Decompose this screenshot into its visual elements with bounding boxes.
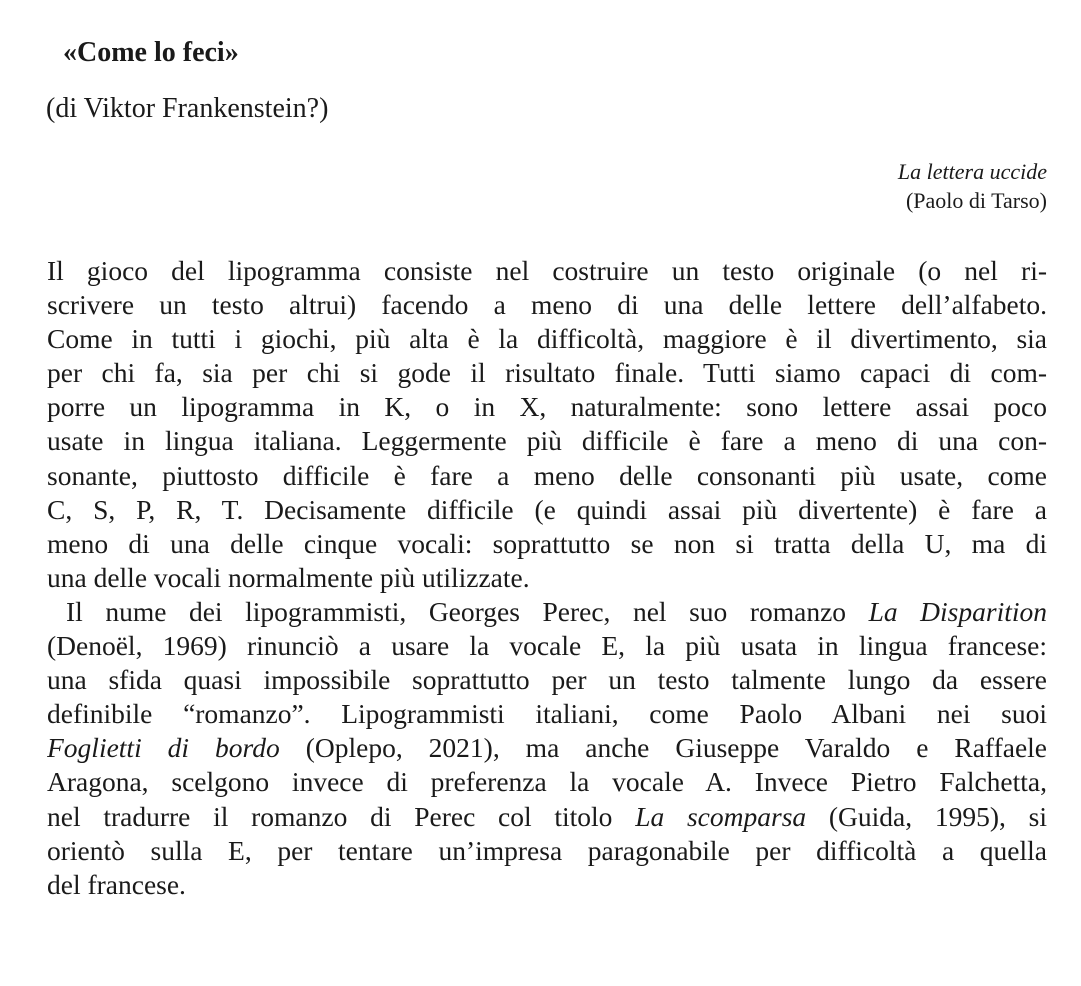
text-line (47, 288, 1047, 322)
paragraph (47, 595, 1047, 902)
text-segment: (Denoël, 1969) rinunciò a usare la vocale E, la più usata in lingua francese: (47, 630, 1047, 662)
paragraph (47, 254, 1047, 595)
italic-title: La scomparsa (635, 800, 807, 832)
text-segment: una delle vocali normalmente più utilizzate. (47, 561, 530, 593)
epigraph (898, 157, 1047, 215)
text-segment: per chi fa, sia per chi si gode il risultato finale. Tutti siamo capaci di com- (47, 357, 1047, 389)
text-segment: orientò sulla E, per tentare un’impresa paragonabile per difficoltà a quella (47, 834, 1047, 866)
text-segment: definibile “romanzo”. Lipogrammisti italiani, come Paolo Albani nei suoi (47, 698, 1047, 730)
epigraph-quote: La lettera uccide (897, 159, 1047, 184)
text-line (47, 868, 1047, 902)
text-line (47, 561, 1047, 595)
text-line (47, 731, 1047, 765)
text-line (47, 697, 1047, 731)
text-segment: meno di una delle cinque vocali: soprattutto se non si tratta della U, ma di (47, 527, 1047, 559)
text-line (47, 356, 1047, 390)
text-segment: sonante, piuttosto difficile è fare a meno delle consonanti più usate, come (47, 459, 1047, 491)
text-line (47, 629, 1047, 663)
text-line (47, 663, 1047, 697)
body-text (47, 254, 1047, 902)
text-segment: porre un lipogramma in K, o in X, naturalmente: sono lettere assai poco (47, 391, 1047, 423)
text-segment: C, S, P, R, T. Decisamente difficile (e quindi assai più divertente) è fare a (47, 493, 1047, 525)
text-segment: Il nume dei lipogrammisti, Georges Perec, nel suo romanzo (66, 595, 869, 627)
text-line (47, 800, 1047, 834)
text-line (47, 493, 1047, 527)
italic-title: Foglietti di bordo (47, 732, 280, 764)
text-segment: scrivere un testo altrui) facendo a meno di una delle lettere dell’alfabeto. (47, 289, 1047, 321)
text-line (47, 459, 1047, 493)
epigraph-source: (Paolo di Tarso) (905, 188, 1047, 213)
text-segment: una sfida quasi impossibile soprattutto per un testo talmente lungo da essere (47, 664, 1047, 696)
text-line (47, 765, 1047, 799)
text-line (47, 595, 1047, 629)
text-segment: Il gioco del lipogramma consiste nel costruire un testo originale (o nel ri- (47, 255, 1047, 286)
text-line (47, 527, 1047, 561)
text-line (47, 254, 1047, 288)
text-line (47, 390, 1047, 424)
italic-title: La Disparition (868, 595, 1047, 627)
text-line (47, 424, 1047, 458)
text-line (47, 834, 1047, 868)
text-segment: del francese. (47, 868, 186, 900)
text-segment: usate in lingua italiana. Leggermente più difficile è fare a meno di una con- (47, 425, 1047, 457)
text-segment: (Guida, 1995), si (806, 800, 1047, 832)
text-segment: Come in tutti i giochi, più alta è la difficoltà, maggiore è il divertimento, sia (47, 323, 1047, 355)
article-subtitle: (di Viktor Frankenstein?) (46, 93, 329, 124)
text-segment: (Oplepo, 2021), ma anche Giuseppe Varaldo e Raffaele (279, 732, 1047, 764)
text-line (47, 322, 1047, 356)
article-title: «Come lo feci» (63, 37, 239, 68)
text-segment: Aragona, scelgono invece di preferenza la vocale A. Invece Pietro Falchetta, (47, 766, 1047, 798)
text-segment: nel tradurre il romanzo di Perec col titolo (47, 800, 636, 832)
